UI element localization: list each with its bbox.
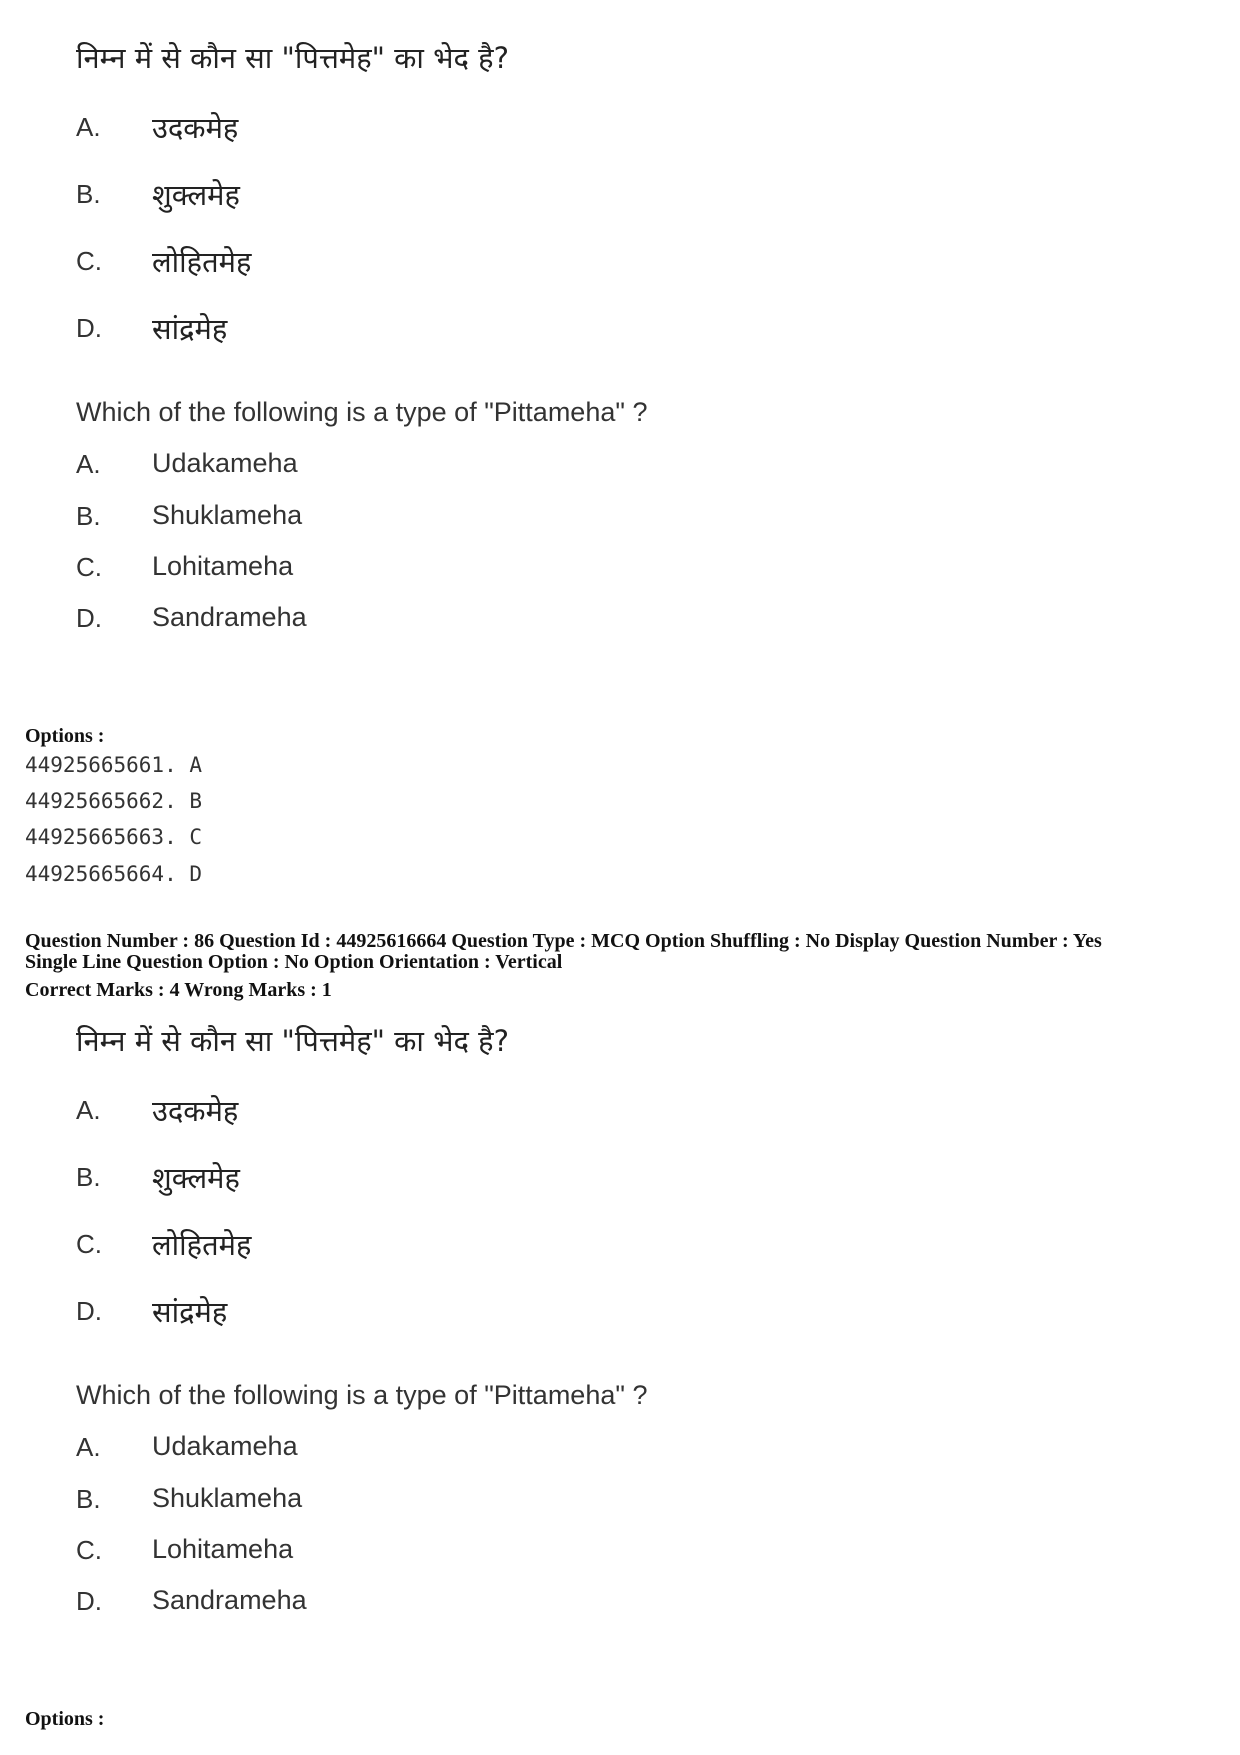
english-option-letter: B. (76, 1484, 101, 1514)
english-option-text: Sandrameha (152, 1585, 307, 1615)
hindi-option-text: उदकमेह (152, 111, 239, 145)
hindi-option-letter: A. (76, 112, 101, 142)
option-id: 44925665664. D (25, 862, 203, 886)
hindi-option-letter: A. (76, 1095, 101, 1125)
question-meta-line: Question Number : 86 Question Id : 44925616664 Question Type : MCQ Option Shuffling : No Display Question Number : Yes (25, 930, 1102, 952)
hindi-option-letter: B. (76, 179, 101, 209)
english-question: Which of the following is a type of "Pittameha" ? (76, 397, 648, 427)
english-option-letter: C. (76, 552, 102, 582)
english-question: Which of the following is a type of "Pittameha" ? (76, 1380, 648, 1410)
english-option-letter: D. (76, 603, 102, 633)
english-option-letter: D. (76, 1586, 102, 1616)
hindi-option-text: उदकमेह (152, 1094, 239, 1128)
english-option-text: Udakameha (152, 1431, 298, 1461)
option-id: 44925665663. C (25, 825, 203, 849)
hindi-option-letter: C. (76, 246, 102, 276)
hindi-option-letter: B. (76, 1162, 101, 1192)
hindi-option-text: सांद्रमेह (152, 1295, 228, 1329)
english-option-letter: A. (76, 449, 101, 479)
english-option-text: Shuklameha (152, 1483, 303, 1513)
options-label: Options : (25, 725, 105, 747)
english-option-text: Lohitameha (152, 1534, 294, 1564)
marks-line: Correct Marks : 4 Wrong Marks : 1 (25, 979, 332, 1001)
question-meta-line: Single Line Question Option : No Option Orientation : Vertical (25, 951, 563, 973)
english-option-text: Sandrameha (152, 602, 307, 632)
option-id: 44925665662. B (25, 789, 203, 813)
hindi-question: निम्न में से कौन सा "पित्तमेह" का भेद है? (76, 1024, 509, 1058)
hindi-option-text: लोहितमेह (152, 245, 252, 279)
english-option-letter: C. (76, 1535, 102, 1565)
hindi-option-text: लोहितमेह (152, 1228, 252, 1262)
option-id: 44925665661. A (25, 753, 203, 777)
hindi-option-text: सांद्रमेह (152, 312, 228, 346)
hindi-option-letter: D. (76, 1296, 102, 1326)
english-option-text: Udakameha (152, 448, 298, 478)
hindi-option-letter: D. (76, 313, 102, 343)
english-option-letter: B. (76, 501, 101, 531)
english-option-letter: A. (76, 1432, 101, 1462)
hindi-question: निम्न में से कौन सा "पित्तमेह" का भेद है? (76, 41, 509, 75)
options-label: Options : (25, 1708, 105, 1730)
english-option-text: Lohitameha (152, 551, 294, 581)
hindi-option-letter: C. (76, 1229, 102, 1259)
hindi-option-text: शुक्लमेह (152, 1161, 240, 1195)
english-option-text: Shuklameha (152, 500, 303, 530)
hindi-option-text: शुक्लमेह (152, 178, 240, 212)
